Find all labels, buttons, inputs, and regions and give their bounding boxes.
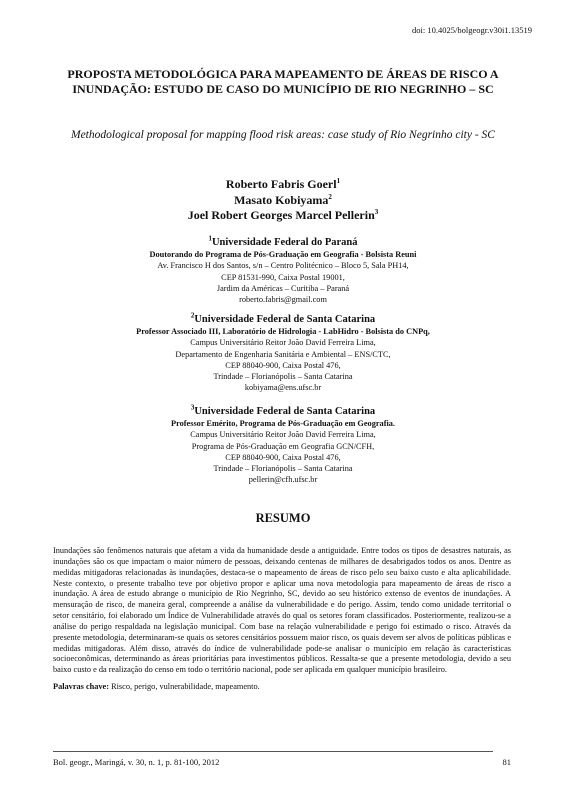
email: kobiyama@ens.ufsc.br [244, 383, 322, 393]
address-line: Jardim da Américas – Curitiba – Paraná [216, 283, 350, 293]
author-role: Professor Emérito, Programa de Pós-Graduação em Geografia. [171, 419, 395, 428]
email: pellerin@cfh.ufsc.br [248, 475, 318, 485]
paper-subtitle-english: Methodological proposal for mapping flood risk areas: case study of Rio Negrinho city - SC [71, 129, 495, 141]
address-line: Campus Universitário Reitor João David Ferreira Lima, [190, 430, 376, 440]
author-role: Professor Associado III, Laboratório de Hidrologia - LabHidro - Bolsista do CNPq, [136, 327, 430, 336]
author: Joel Robert Georges Marcel Pellerin$^3$ [187, 208, 379, 222]
affiliation-3 [0, 405, 566, 486]
institution-name: $^1$Universidade Federal do Paraná [208, 234, 358, 248]
paper-title: PROPOSTA METODOLÓGICA PARA MAPEAMENTO DE ÁREAS DE RISCO A INUNDAÇÃO: ESTUDO DE CASO DO MUNICÍPIO DE RIO NEGRINHO – SC [67, 67, 499, 96]
address-line: CEP 88040-900, Caixa Postal 476, [225, 360, 341, 370]
author-role: Doutorando do Programa de Pós-Graduação em Geografia - Bolsista Reuni [149, 250, 417, 259]
affiliation-2 [0, 313, 566, 394]
abstract-body: Inundações são fenômenos naturais que afetam a vida da humanidade desde a antiguidade. Entre todos os tipos de desastres naturais, as inundações são os que impactam o maior número de pessoas, deixando centenas de milhares de desabrigados todos os anos. Dentre as medidas mitigadoras relacionadas às inundações, destaca-se o mapeamento de áreas de risco pelo seu baixo custo e alta aplicabilidade. Neste contexto, o presente trabalho teve por objetivo propor e aplicar uma nova metodologia para mapeamento de áreas de risco a inundação. A área de estudo abrange o município de Rio Negrinho, SC, devido ao seu histórico extenso de eventos de inundações. A mensuração de risco, de maneira geral, compreende a análise da vulnerabilidade e do perigo. Assim, tendo como unidade territorial o setor censitário, foi elaborado um Índice de Vulnerabilidade através do qual os setores foram classificados. Posteriormente, realizou-se a análise do perigo respaldada na legislação municipal. Com base na relação vulnerabilidade e perigo foi estimado o risco. Através da presente metodologia, determinaram-se quais os setores censitários possuem maior risco, os quais devem ser alvos de políticas públicas e medidas mitigadoras. Além disso, através do índice de vulnerabilidade pode-se analisar o município em relação às características socioeconômicas, determinando as áreas prioritárias para investimentos públicos. Ressalta-se que a presente metodologia, devido a seu baixo custo e da realização do censo em todo o território nacional, pode ser aplicada em qualquer município brasileiro. [53, 546, 511, 675]
address-line: Campus Universitário Reitor João David Ferreira Lima, [190, 338, 376, 348]
address-line: CEP 88040-900, Caixa Postal 476, [225, 452, 341, 462]
page-number: 81 [502, 757, 511, 767]
address-line: CEP 81531-990, Caixa Postal 19001, [221, 272, 345, 282]
footer-divider [53, 751, 493, 752]
institution-name: $^2$Universidade Federal de Santa Catarina [190, 311, 376, 325]
affiliation-1 [0, 236, 566, 305]
keywords [53, 682, 511, 691]
doi: doi: 10.4025/bolgeogr.v30i1.13519 [412, 25, 532, 35]
address-line: Av. Francisco H dos Santos, s/n – Centro Politécnico – Bloco 5, Sala PH14, [157, 261, 409, 271]
email: roberto.fabris@gmail.com [239, 295, 327, 305]
keywords-label: Palavras chave: [53, 682, 109, 691]
institution-name: $^3$Universidade Federal de Santa Catarina [190, 403, 376, 417]
author: Masato Kobiyama$^2$ [234, 192, 332, 207]
address-line: Departamento de Engenharia Sanitária e Ambiental – ENS/CTC, [175, 349, 391, 359]
author-list [0, 177, 566, 224]
abstract-heading: RESUMO [255, 511, 311, 525]
address-line: Trindade – Florianópolis – Santa Catarina [213, 464, 353, 474]
address-line: Trindade – Florianópolis – Santa Catarina [213, 372, 353, 382]
keywords-text: Risco, perigo, vulnerabilidade, mapeamento. [111, 682, 260, 691]
journal-citation: Bol. geogr., Maringá, v. 30, n. 1, p. 81-100, 2012 [53, 757, 220, 767]
author: Roberto Fabris Goerl$^1$ [225, 177, 341, 191]
address-line: Programa de Pós-Graduação em Geografia GCN/CFH, [191, 441, 375, 451]
